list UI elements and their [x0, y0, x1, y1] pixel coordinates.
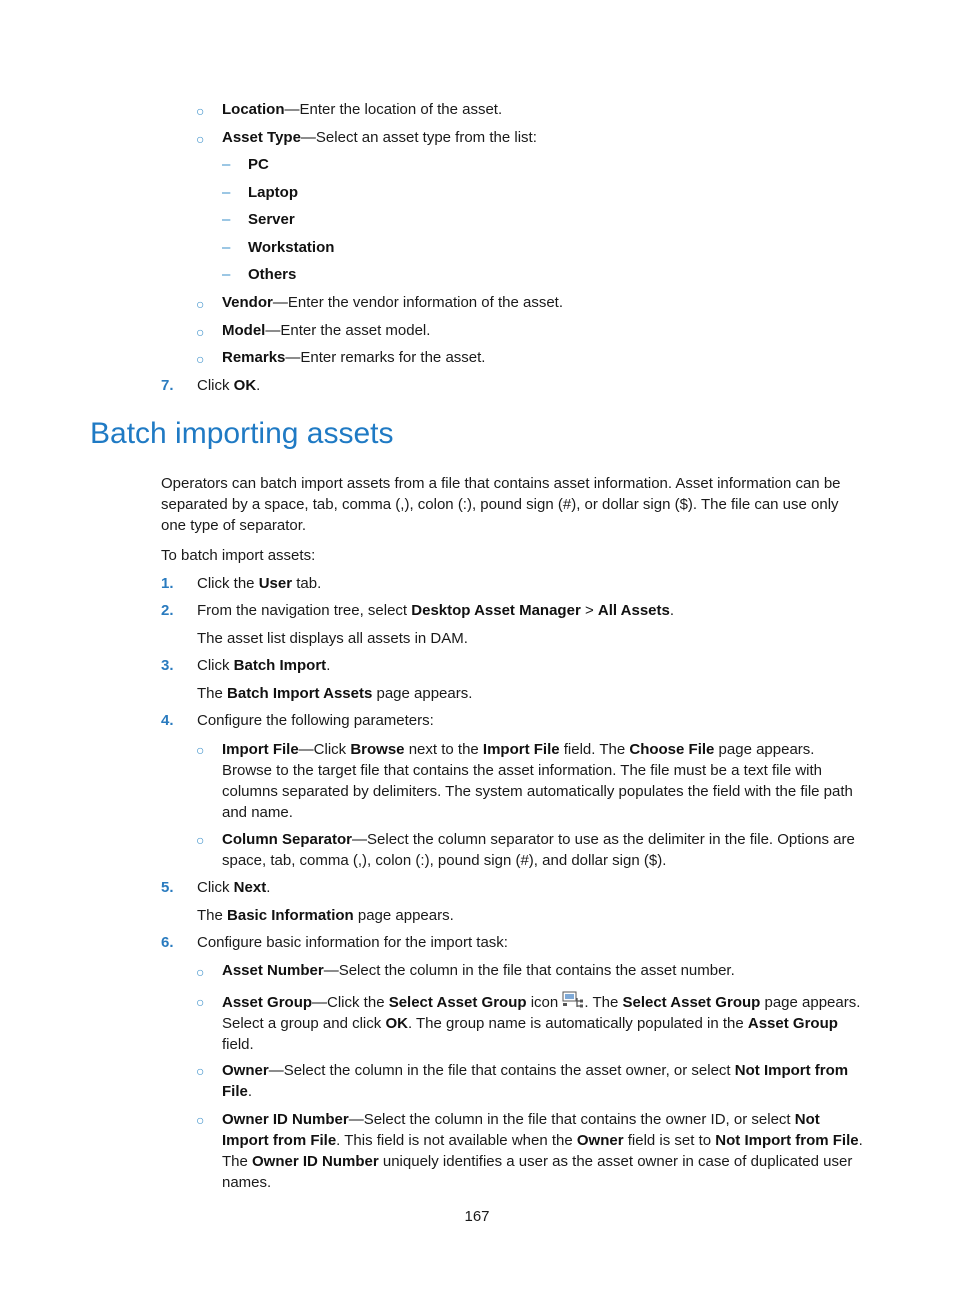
desc: —Enter the asset model. — [265, 322, 431, 339]
asset-type-others: Others — [248, 266, 297, 283]
step-7 — [197, 377, 260, 394]
term: Import File — [222, 741, 299, 758]
list-item-vendor — [222, 294, 563, 311]
bullet-marker: ○ — [196, 296, 205, 312]
bullet-marker: ○ — [196, 964, 205, 980]
step-number: 7. — [161, 377, 174, 394]
term: Asset Type — [222, 129, 301, 146]
text-bold: Not Import from File — [222, 1111, 820, 1149]
bullet-marker: ○ — [196, 1112, 205, 1128]
text: field. The — [559, 741, 630, 758]
step-number: 2. — [161, 602, 174, 619]
step-5-note — [197, 907, 454, 924]
step-number: 4. — [161, 712, 174, 729]
procedure-lead: To batch import assets: — [161, 547, 316, 564]
text: Click the — [197, 575, 259, 592]
term: Column Separator — [222, 831, 353, 848]
term: Owner — [222, 1062, 269, 1079]
text: . — [326, 657, 331, 674]
text-bold: OK — [233, 377, 257, 394]
text: . The — [222, 1132, 863, 1170]
step-4: Configure the following parameters: — [197, 712, 434, 729]
list-item-asset-group — [222, 991, 867, 1055]
text: The — [197, 685, 228, 702]
text: —Select the column in the file that contains the owner ID, or select — [348, 1111, 795, 1128]
text-bold: All Assets — [597, 602, 670, 619]
bullet-marker: ○ — [196, 994, 205, 1010]
text: page appears. Browse to the target file that contains the asset information. The file must be a text file with columns separated by delimiters. The system automatically populates the field with the file path and name. — [222, 741, 853, 821]
step-3 — [197, 657, 330, 674]
text: . The group name is automatically populated in the — [407, 1015, 748, 1032]
bullet-marker: ○ — [196, 1063, 205, 1079]
text-bold: OK — [385, 1015, 408, 1032]
asset-type-laptop: Laptop — [248, 184, 298, 201]
text: From the navigation tree, select — [197, 602, 412, 619]
step-number: 3. — [161, 657, 174, 674]
list-item-asset-number — [222, 962, 735, 979]
term: Vendor — [222, 294, 273, 311]
text-bold: Not Import from File — [222, 1062, 849, 1100]
asset-type-pc: PC — [248, 156, 269, 173]
desc: —Select the column separator to use as the delimiter in the file. Options are space, tab, comma (,), colon (:), pound sign (#), and dollar sign ($). — [222, 831, 855, 869]
section-heading: Batch importing assets — [90, 417, 394, 450]
text-bold: Basic Information — [227, 907, 354, 924]
desc: —Enter the vendor information of the asset. — [272, 294, 564, 311]
dash-marker: – — [222, 211, 231, 228]
text: uniquely identifies a user as the asset owner in case of duplicated user names. — [222, 1153, 853, 1191]
step-number: 6. — [161, 934, 174, 951]
list-item-owner — [222, 1060, 867, 1102]
text-bold: Batch Import — [233, 657, 327, 674]
text: . The — [584, 994, 623, 1011]
text-bold: Owner — [576, 1132, 624, 1149]
bullet-marker: ○ — [196, 324, 205, 340]
text: —Click the — [312, 994, 389, 1011]
text-bold: Asset Group — [747, 1015, 838, 1032]
step-number: 5. — [161, 879, 174, 896]
text: . — [266, 879, 271, 896]
step-2 — [197, 602, 674, 619]
term: Model — [222, 322, 266, 339]
dash-marker: – — [222, 184, 231, 201]
bullet-marker: ○ — [196, 131, 205, 147]
text: . — [247, 1083, 253, 1100]
text: page appears. Select a group and click — [222, 994, 861, 1032]
text: The — [197, 907, 228, 924]
text: next to the — [404, 741, 483, 758]
desc: —Select the column in the file that contains the asset number. — [323, 962, 735, 979]
text: Click — [197, 657, 234, 674]
term: Asset Group — [222, 994, 313, 1011]
text-bold: Select Asset Group — [622, 994, 761, 1011]
text: . This field is not available when the — [336, 1132, 577, 1149]
text-bold: Import File — [482, 741, 560, 758]
text: —Click — [298, 741, 351, 758]
bullet-marker: ○ — [196, 832, 205, 848]
text-bold: User — [258, 575, 293, 592]
text: —Select the column in the file that contains the asset owner, or select — [268, 1062, 735, 1079]
step-1 — [197, 575, 321, 592]
text: > — [580, 602, 598, 619]
bullet-marker: ○ — [196, 103, 205, 119]
text: . — [256, 377, 261, 394]
term: Remarks — [222, 349, 286, 366]
text: icon — [526, 994, 563, 1011]
text-bold: Choose File — [629, 741, 715, 758]
bullet-marker: ○ — [196, 351, 205, 367]
select-asset-group-icon — [562, 991, 584, 1009]
step-5 — [197, 879, 270, 896]
text: tab. — [292, 575, 322, 592]
text-bold: Browse — [350, 741, 405, 758]
text-bold: Batch Import Assets — [227, 685, 373, 702]
step-number: 1. — [161, 575, 174, 592]
dash-marker: – — [222, 239, 231, 256]
text: Click — [197, 377, 234, 394]
desc: —Select an asset type from the list: — [300, 129, 537, 146]
dash-marker: – — [222, 266, 231, 283]
list-item-remarks — [222, 349, 485, 366]
text: page appears. — [372, 685, 473, 702]
term: Location — [222, 101, 285, 118]
text: field. — [222, 1036, 254, 1053]
text: Click — [197, 879, 234, 896]
term: Owner ID Number — [222, 1111, 349, 1128]
asset-type-server: Server — [248, 211, 295, 228]
asset-type-workstation: Workstation — [248, 239, 335, 256]
desc: —Enter the location of the asset. — [284, 101, 503, 118]
step-6: Configure basic information for the import task: — [197, 934, 508, 951]
text: page appears. — [353, 907, 454, 924]
term: Asset Number — [222, 962, 324, 979]
text-bold: Next — [233, 879, 267, 896]
list-item-owner-id-number — [222, 1109, 867, 1193]
step-3-note — [197, 685, 472, 702]
text-bold: Select Asset Group — [388, 994, 527, 1011]
list-item-location — [222, 101, 502, 118]
list-item-model — [222, 322, 430, 339]
desc: —Enter remarks for the asset. — [285, 349, 486, 366]
text-bold: Not Import from File — [715, 1132, 859, 1149]
list-item-asset-type — [222, 129, 537, 146]
list-item-column-separator — [222, 829, 867, 871]
step-2-note: The asset list displays all assets in DAM. — [197, 630, 468, 647]
text-bold: Owner ID Number — [252, 1153, 379, 1170]
intro-paragraph: Operators can batch import assets from a file that contains asset information. Asset information can be separated by a space, tab, comma (,), colon (:), pound sign (#), or dollar sign ($). The file can use only one type of separator. — [161, 475, 841, 534]
text: . — [669, 602, 675, 619]
dash-marker: – — [222, 156, 231, 173]
bullet-marker: ○ — [196, 742, 205, 758]
list-item-import-file — [222, 739, 867, 823]
text-bold: Desktop Asset Manager — [411, 602, 581, 619]
text: field is set to — [623, 1132, 716, 1149]
page-number: 167 — [464, 1208, 490, 1225]
